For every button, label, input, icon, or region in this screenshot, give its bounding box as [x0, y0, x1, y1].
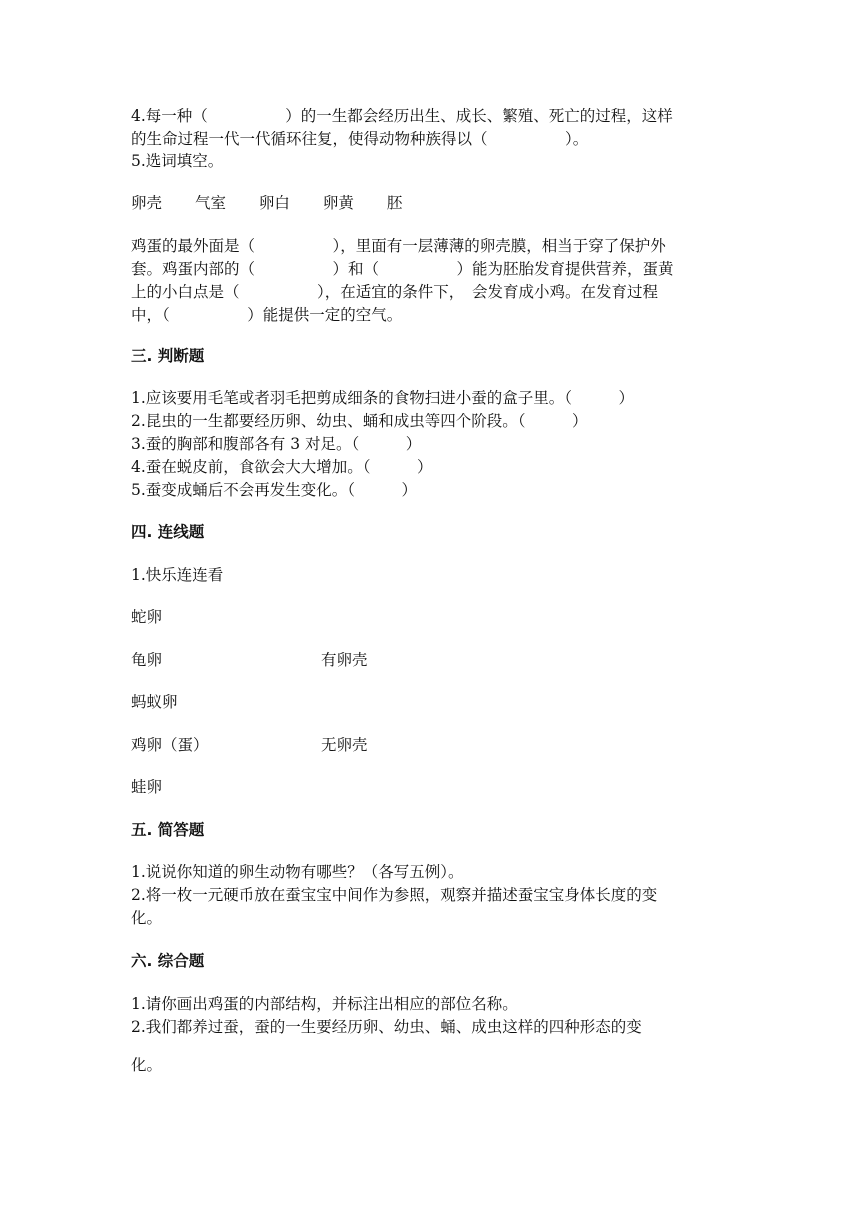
question-5-line-4: 中，（ ）能提供一定的空气。: [131, 306, 403, 324]
section-5-heading: 五. 简答题: [131, 821, 205, 839]
section-4-heading: 四. 连线题: [131, 523, 205, 541]
section-3-heading: 三. 判断题: [131, 347, 205, 365]
matching-left-item: 鸡卵（蛋）: [131, 736, 209, 754]
section-6-heading: 六. 综合题: [131, 952, 205, 970]
matching-left-item: 蛙卵: [131, 778, 163, 796]
matching-question-1: 1.快乐连连看: [131, 566, 224, 584]
word-bank: [131, 192, 430, 214]
judgement-item-4: 4.蚕在蜕皮前，食欲会大大增加。（ ）: [131, 458, 433, 476]
question-5-line-3: 上的小白点是（ ），在适宜的条件下， 会发育成小鸡。在发育过程: [131, 283, 659, 301]
matching-right-item: 无卵壳: [321, 736, 368, 754]
short-answer-2-line-1: 2.将一枚一元硬币放在蚕宝宝中间作为参照，观察并描述蚕宝宝身体长度的变: [131, 886, 658, 904]
word-bank-item: 气室: [194, 194, 226, 212]
judgement-item-3: 3.蚕的胸部和腹部各有 3 对足。（ ）: [131, 435, 422, 453]
judgement-item-2: 2.昆虫的一生都要经历卵、幼虫、蛹和成虫等四个阶段。（ ）: [131, 412, 588, 430]
short-answer-2-line-2: 化。: [131, 909, 163, 927]
word-bank-item: 胚: [386, 194, 403, 212]
question-5-line-2: 套。鸡蛋内部的（ ）和（ ）能为胚胎发育提供营养，蛋黄: [131, 260, 674, 278]
judgement-item-1: 1.应该要用毛笔或者羽毛把剪成细条的食物扫进小蚕的盒子里。（ ）: [131, 389, 635, 407]
word-bank-item: 卵白: [258, 194, 290, 212]
comprehensive-2-line-2: 化。: [131, 1056, 163, 1074]
matching-right-item: 有卵壳: [321, 651, 368, 669]
word-bank-item: 卵黄: [322, 194, 354, 212]
question-5-title: 5.选词填空。: [131, 152, 224, 170]
judgement-item-5: 5.蚕变成蛹后不会再发生变化。（ ）: [131, 481, 418, 499]
matching-left-item: 蚂蚁卵: [131, 693, 178, 711]
question-5-line-1: 鸡蛋的最外面是（ ），里面有一层薄薄的卵壳膜，相当于穿了保护外: [131, 237, 666, 255]
comprehensive-1: 1.请你画出鸡蛋的内部结构，并标注出相应的部位名称。: [131, 995, 518, 1013]
short-answer-1: 1.说说你知道的卵生动物有哪些？（各写五例）。: [131, 863, 464, 881]
comprehensive-2-line-1: 2.我们都养过蚕，蚕的一生要经历卵、幼虫、蛹、成虫这样的四种形态的变: [131, 1018, 642, 1036]
matching-left-item: 龟卵: [131, 651, 163, 669]
question-4-line-1: 4.每一种（ ）的一生都会经历出生、成长、繁殖、死亡的过程，这样: [131, 107, 673, 125]
word-bank-item: 卵壳: [131, 194, 163, 212]
question-4-line-2: 的生命过程一代一代循环往复，使得动物种族得以（ ）。: [131, 130, 589, 148]
matching-left-item: 蛇卵: [131, 608, 163, 626]
